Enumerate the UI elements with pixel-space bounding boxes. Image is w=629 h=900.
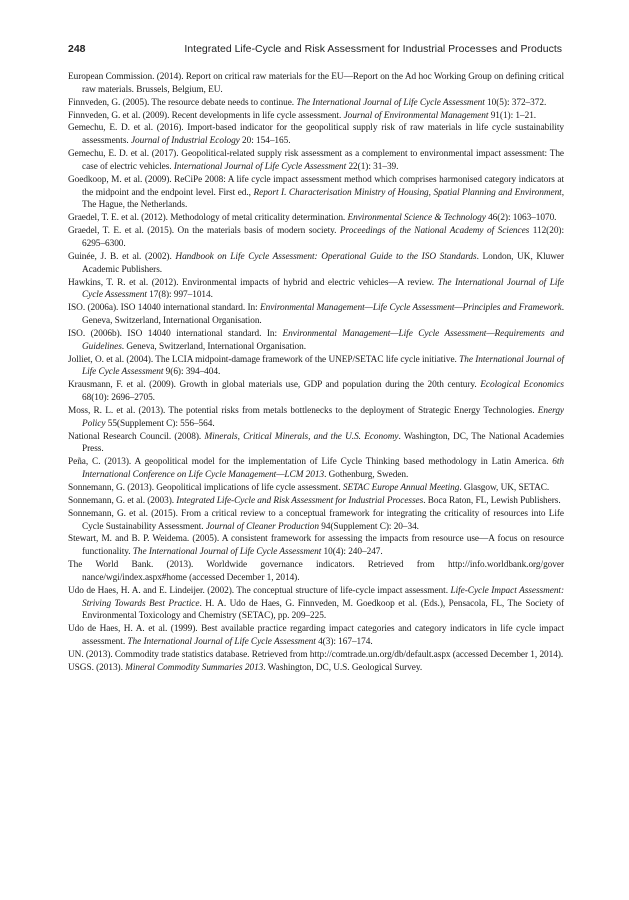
running-title: Integrated Life-Cycle and Risk Assessment for Industrial Processes and Products: [184, 43, 562, 55]
reference-text: National Research Council. (2008).: [68, 431, 205, 442]
reference-entry: [68, 225, 564, 251]
reference-source-title: SETAC Europe Annual Meeting: [342, 483, 460, 493]
reference-details: . Glasgow, UK, SETAC.: [459, 483, 550, 493]
reference-text: USGS. (2013).: [68, 662, 126, 673]
reference-details: 22(1): 31–39.: [346, 161, 399, 172]
reference-entry: [68, 456, 564, 482]
reference-source-title: Journal of Environmental Management: [343, 110, 489, 121]
reference-source-title: Environmental Management—Life Cycle Assessment—Principles and Framework: [260, 303, 562, 314]
page-header: [68, 40, 562, 60]
reference-text: Sonnemann, G. et al. (2003).: [68, 495, 177, 506]
reference-text: Graedel, T. E. et al. (2012). Methodology of metal criticality determination.: [68, 213, 348, 224]
reference-text: Hawkins, T. R. et al. (2012). Environmental impacts of hybrid and electric vehicles—A review.: [68, 277, 438, 288]
reference-source-title: The International Journal of Life Cycle Assessment: [82, 354, 564, 378]
reference-entry: [68, 405, 564, 431]
reference-details: 17(8): 997–1014.: [146, 290, 213, 301]
reference-details: 68(10): 2696–2705.: [82, 393, 155, 404]
reference-text: Udo de Haes, H. A. and E. Lindeijer. (2002). The conceptual structure of life-cycle impact assessment.: [68, 585, 451, 596]
reference-text: The World Bank. (2013). Worldwide governance indicators. Retrieved from http://info.worldbank.org/gover nance/wgi/index.aspx#home (accessed December 1, 2014).: [68, 560, 564, 583]
reference-source-title: Life-Cycle Impact Assessment: Striving Towards Best Practice: [82, 585, 565, 609]
reference-text: Gemechu, E. D. et al. (2016). Import-based indicator for the geopolitical supply risk of raw materials in life cycle sustainability assessments.: [68, 123, 564, 147]
reference-text: Krausmann, F. et al. (2009). Growth in global materials use, GDP and population during the 20th century.: [68, 380, 481, 391]
reference-details: 112(20): 6295–6300.: [82, 226, 564, 249]
reference-text: Udo de Haes, H. A. et al. (1999). Best available practice regarding impact categories and category indicators in life cycle impact assessment.: [68, 624, 564, 648]
reference-entry: [68, 71, 564, 97]
reference-details: . H. A. Udo de Haes, G. Finnveden, M. Goedkoop et al. (Eds.), Pensacola, FL, The Society of Environmental Toxicology and Chemistry (SETAC), pp. 209–225.: [82, 598, 565, 622]
reference-text: Moss, R. L. et al. (2013). The potential risks from metals bottlenecks to the deployment of Strategic Energy Technologies.: [68, 405, 538, 416]
reference-entry: [68, 97, 564, 110]
reference-text: Gemechu, E. D. et al. (2017). Geopolitical-related supply risk assessment as a complement to environmental impact assessment: The case of electric vehicles.: [68, 149, 564, 172]
reference-text: Sonnemann, G. et al. (2015). From a critical review to a conceptual framework for integrating the criticality of resources into Life Cycle Sustainability Assessment.: [68, 508, 564, 532]
reference-text: Peña, C. (2013). A geopolitical model for the implementation of Life Cycle Thinking based methodology in Latin America.: [68, 457, 553, 468]
reference-entry: [68, 251, 564, 277]
reference-entry: [68, 585, 564, 624]
reference-text: ISO. (2006a). ISO 14040 international standard. In:: [68, 303, 260, 314]
reference-entry: [68, 277, 564, 303]
reference-entry: [68, 212, 564, 225]
reference-source-title: Journal of Cleaner Production: [205, 521, 319, 532]
reference-text: Stewart, M. and B. P. Weidema. (2005). A consistent framework for assessing the impacts from resource use—A focus on resource functionality.: [68, 534, 564, 558]
reference-text: Finnveden, G. et al. (2009). Recent developments in life cycle assessment.: [68, 110, 344, 121]
reference-entry: [68, 662, 564, 675]
reference-source-title: The International Journal of Life Cycle Assessment: [132, 547, 322, 558]
reference-details: 46(2): 1063–1070.: [485, 213, 557, 224]
reference-source-title: Mineral Commodity Summaries 2013: [125, 662, 264, 673]
reference-text: European Commission. (2014). Report on critical raw materials for the EU—Report on the Ad hoc Working Group on defining critical raw materials. Brussels, Belgium, EU.: [68, 72, 564, 95]
reference-details: 94(Supplement C): 20–34.: [318, 521, 419, 532]
reference-text: Guinée, J. B. et al. (2002).: [68, 251, 176, 262]
reference-source-title: Environmental Science & Technology: [347, 213, 486, 224]
reference-text: Jolliet, O. et al. (2004). The LCIA midpoint-damage framework of the UNEP/SETAC life cycle initiative.: [68, 354, 460, 365]
reference-text: Finnveden, G. (2005). The resource debate needs to continue.: [68, 97, 297, 108]
reference-entry: [68, 482, 564, 495]
reference-source-title: Journal of Industrial Ecology: [130, 136, 240, 147]
reference-details: . Geneva, Switzerland, International Organisation.: [82, 303, 564, 327]
reference-entry: [68, 379, 564, 405]
page-number: 248: [68, 43, 86, 55]
reference-source-title: 6th International Conference on Life Cycle Management—LCM 2013: [82, 457, 564, 481]
reference-details: , The Hague, the Netherlands.: [82, 187, 564, 211]
reference-entry: [68, 328, 564, 354]
reference-entry: [68, 533, 564, 559]
reference-details: 10(4): 240–247.: [321, 547, 383, 558]
reference-details: 91(1): 1–21.: [488, 110, 537, 121]
reference-details: . Washington, DC, U.S. Geological Survey.: [263, 662, 423, 673]
reference-source-title: Proceedings of the National Academy of Sciences: [339, 226, 530, 237]
reference-source-title: Environmental Management—Life Cycle Assessment—Requirements and Guidelines: [82, 328, 565, 352]
reference-details: 55(Supplement C): 556–564.: [105, 418, 215, 429]
reference-entry: [68, 110, 564, 123]
reference-source-title: Energy Policy: [82, 405, 564, 429]
reference-source-title: The International Journal of Life Cycle Assessment: [127, 637, 316, 648]
reference-text: Graedel, T. E. et al. (2015). On the materials basis of modern society.: [68, 226, 340, 237]
reference-details: 20: 154–165.: [239, 136, 291, 147]
reference-entry: [68, 122, 564, 148]
reference-entry: [68, 148, 564, 174]
reference-details: 10(5): 372–372.: [484, 97, 547, 108]
reference-source-title: International Journal of Life Cycle Assessment: [173, 161, 347, 172]
reference-list: [68, 71, 564, 675]
reference-entry: [68, 431, 564, 457]
reference-details: . Washington, DC, The National Academies Press.: [82, 431, 564, 455]
reference-source-title: The International Journal of Life Cycle Assessment: [296, 97, 485, 108]
reference-details: . London, UK, Kluwer Academic Publishers.: [82, 251, 564, 275]
reference-details: . Geneva, Switzerland, International Organisation.: [121, 341, 307, 352]
reference-source-title: Ecological Economics: [480, 380, 564, 391]
reference-source-title: The International Journal of Life Cycle Assessment: [82, 277, 565, 301]
reference-source-title: Report I. Characterisation Ministry of Housing, Spatial Planning and Environment: [253, 187, 562, 198]
reference-details: 4(3): 167–174.: [315, 637, 373, 648]
reference-entry: [68, 495, 564, 508]
reference-text: UN. (2013). Commodity trade statistics database. Retrieved from http://comtrade.un.org/db/default.aspx (accessed December 1, 2014).: [68, 649, 564, 660]
reference-entry: [68, 559, 564, 585]
reference-details: . Gothenburg, Sweden.: [324, 470, 409, 481]
reference-entry: [68, 174, 564, 213]
reference-details: . Boca Raton, FL, Lewish Publishers.: [423, 495, 561, 506]
reference-entry: [68, 649, 564, 662]
reference-entry: [68, 623, 564, 649]
reference-text: Sonnemann, G. (2013). Geopolitical implications of life cycle assessment.: [68, 483, 343, 493]
reference-details: 9(6): 394–404.: [163, 367, 221, 378]
reference-entry: [68, 508, 564, 534]
reference-entry: [68, 302, 564, 328]
reference-entry: [68, 354, 564, 380]
reference-text: Goedkoop, M. et al. (2009). ReCiPe 2008: A life cycle impact assessment method which comprises harmonised category indicators at the midpoint and the endpoint level. First ed.,: [68, 174, 564, 198]
reference-source-title: Minerals, Critical Minerals, and the U.S. Economy: [204, 431, 399, 442]
reference-source-title: Handbook on Life Cycle Assessment: Operational Guide to the ISO Standards: [175, 251, 477, 262]
reference-text: ISO. (2006b). ISO 14040 international standard. In:: [68, 328, 283, 339]
reference-source-title: Integrated Life-Cycle and Risk Assessment for Industrial Processes: [176, 495, 424, 506]
